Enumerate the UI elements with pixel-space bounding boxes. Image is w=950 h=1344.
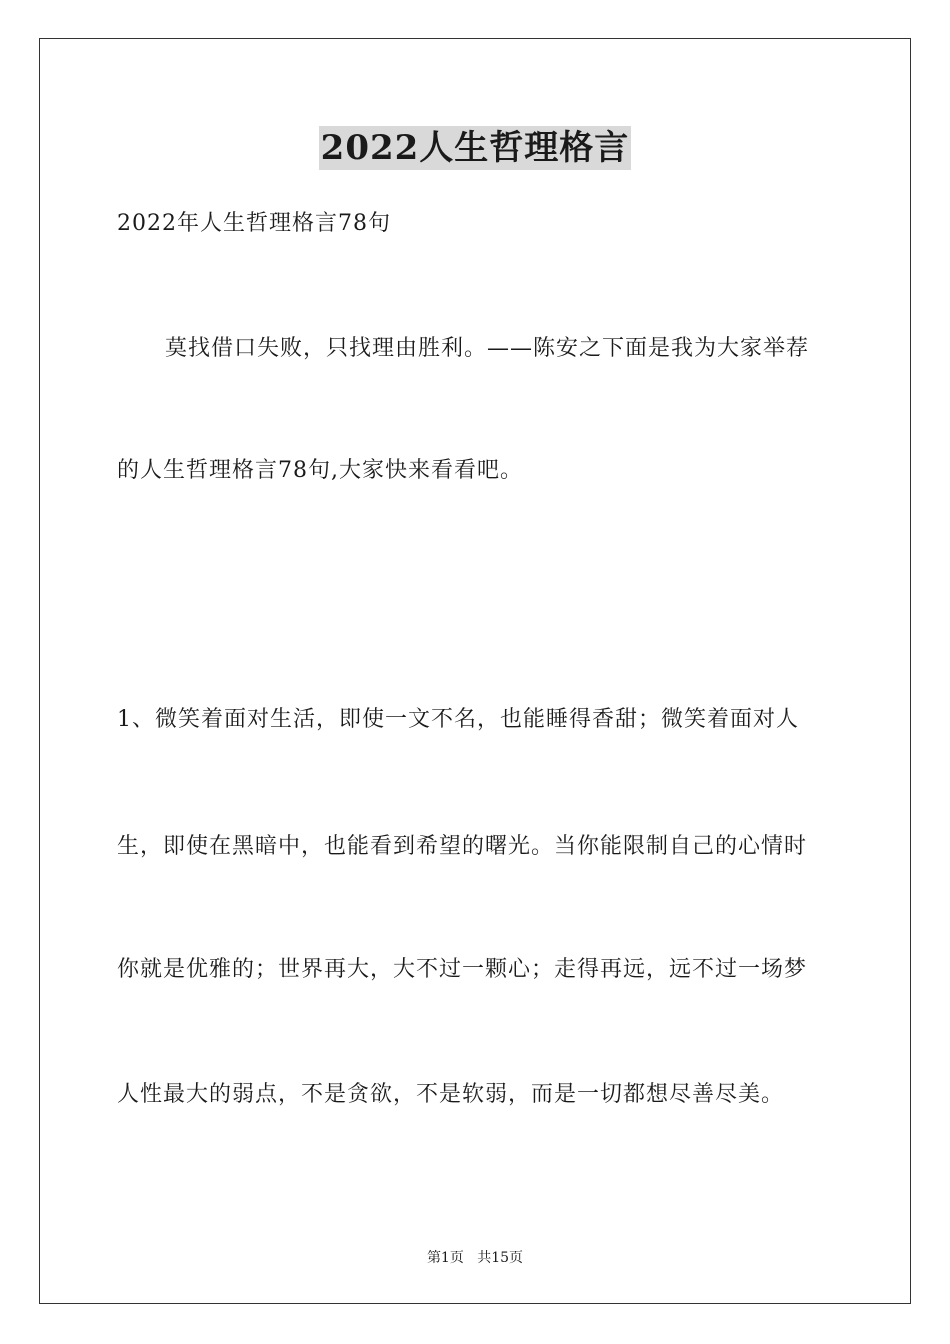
paragraph-line: 你就是优雅的；世界再大，大不过一颗心；走得再远，远不过一场梦 <box>117 957 808 982</box>
paragraph-line: 1、微笑着面对生活，即使一文不名，也能睡得香甜；微笑着面对人 <box>117 707 799 732</box>
paragraph-line: 生，即使在黑暗中，也能看到希望的曙光。当你能限制自己的心情时 <box>117 834 808 859</box>
page-footer <box>0 1248 950 1268</box>
document-subtitle: 2022年人生哲理格言78句 <box>117 211 391 236</box>
title-container <box>0 126 950 170</box>
page-total: 共15页 <box>477 1250 524 1266</box>
paragraph-line: 莫找借口失败，只找理由胜利。——陈安之下面是我为大家举荐 <box>165 336 810 361</box>
document-title: 2022人生哲理格言 <box>320 128 630 168</box>
paragraph-line: 的人生哲理格言78句,大家快来看看吧。 <box>117 458 523 483</box>
paragraph-line: 人性最大的弱点，不是贪欲，不是软弱，而是一切都想尽善尽美。 <box>117 1082 785 1107</box>
page-current: 第1页 <box>426 1250 464 1266</box>
